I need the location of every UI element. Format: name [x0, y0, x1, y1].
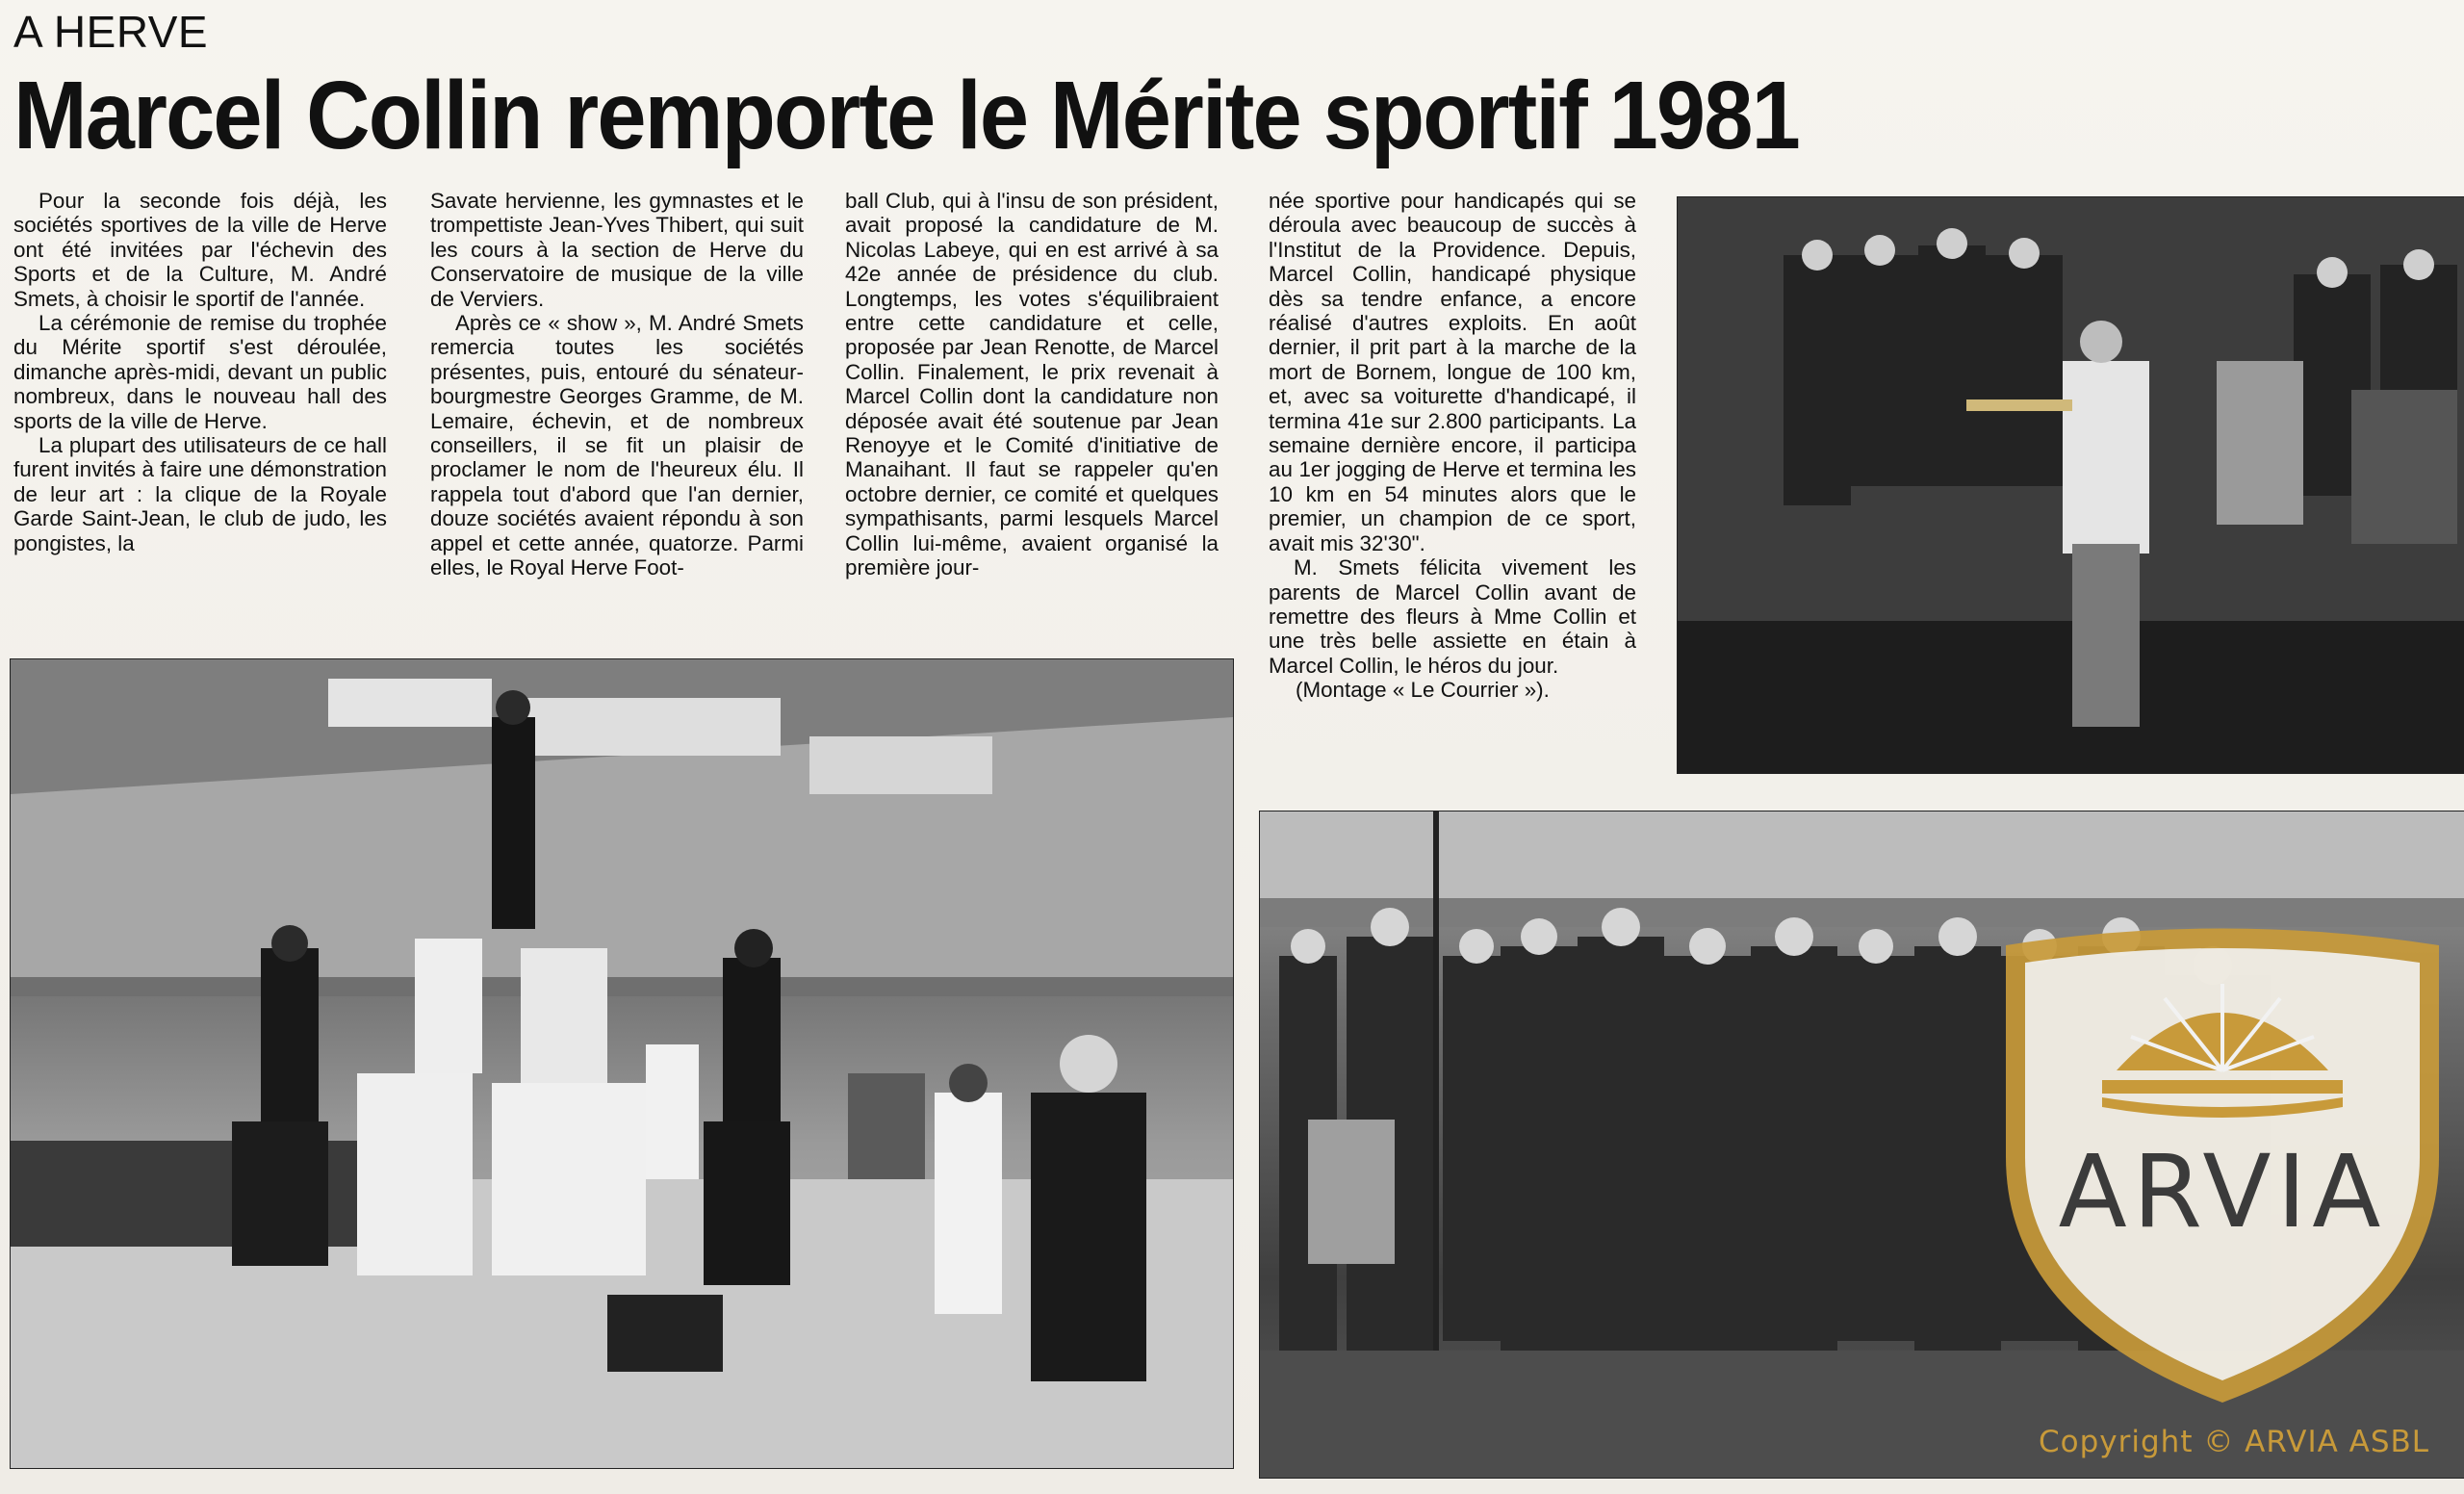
article-column-1	[13, 189, 387, 641]
paragraph: Savate hervienne, les gymnastes et le trompettiste Jean-Yves Thibert, qui suit les cours à la section de Herve du Conservatoire de musique de la ville de Verviers.	[430, 189, 804, 311]
article-column-2	[430, 189, 804, 641]
paragraph: Après ce « show », M. André Smets remercia toutes les sociétés présentes, puis, entouré du sénateur-bourgmestre Georges Gramme, de M. Lemaire, échevin, et de nombreux conseillers, il se fit un plaisir de proclamer le nom de l'heureux élu. Il rappela tout d'abord que l'an dernier, douze sociétés avaient répondu à son appel et cette année, quatorze. Parmi elles, le Royal Herve Foot-	[430, 311, 804, 580]
article-headline: Marcel Collin remporte le Mérite sportif 1981	[13, 62, 1799, 169]
paragraph: La cérémonie de remise du trophée du Mérite sportif s'est déroulée, dimanche après-midi, devant un public nombreux, dans le nouveau hall des sports de la ville de Herve.	[13, 311, 387, 433]
paragraph: La plupart des utilisateurs de ce hall furent invités à faire une démonstration de leur art : la clique de la Royale Garde Saint-Jean, le club de judo, les pongistes, la	[13, 433, 387, 555]
paragraph: M. Smets félicita vivement les parents de Marcel Collin avant de remettre des fleurs à Mme Collin et une très belle assiette en étain à Marcel Collin, le héros du jour.	[1269, 555, 1636, 678]
logo-wordmark: ARVIA	[2058, 1133, 2387, 1250]
article-column-3	[845, 189, 1219, 641]
copyright-notice: Copyright © ARVIA ASBL	[2039, 1425, 2430, 1459]
paragraph: née sportive pour handicapés qui se déroula avec beaucoup de succès à l'Institut de la Providence. Depuis, Marcel Collin, handicapé physique dès sa tendre enfance, a encore réalisé d'autres exploits. En août dernier, il prit part à la marche de la mort de Bornem, longue de 100 km, et, avec sa voiturette d'handicapé, il termina 41e sur 2.800 participants. La semaine dernière encore, il participa au 1er jogging de Herve et termina les 10 km en 54 minutes alors que le premier, un champion de ce sport, avait mis 32'30".	[1269, 189, 1636, 555]
article-kicker: A HERVE	[13, 7, 209, 57]
arvia-logo	[1987, 916, 2458, 1407]
photo-credit: (Montage « Le Courrier »).	[1296, 678, 1550, 703]
photo-gymnasts	[10, 658, 1234, 1469]
paragraph: Pour la seconde fois déjà, les sociétés sportives de la ville de Herve ont été invitées par l'échevin des Sports et de la Culture, M. André Smets, à choisir le sportif de l'année.	[13, 189, 387, 311]
photo-trumpeter	[1677, 196, 2464, 774]
paragraph: ball Club, qui à l'insu de son président, avait proposé la candidature de M. Nicolas Labeye, qui en est arrivé à sa 42e année de présidence du club. Longtemps, les votes s'équilibraient entre cette candidature et celle, proposée par Jean Renotte, de Marcel Collin. Finalement, le prix revenait à Marcel Collin dont la candidature non déposée avait été soutenue par Jean Renoyye et le Comité d'initiative de Manaihant. Il faut se rappeler qu'en octobre dernier, ce comité et quelques sympathisants, parmi lesquels Marcel Collin lui-même, avaient organisé la première jour-	[845, 189, 1219, 580]
article-column-4	[1269, 189, 1636, 795]
